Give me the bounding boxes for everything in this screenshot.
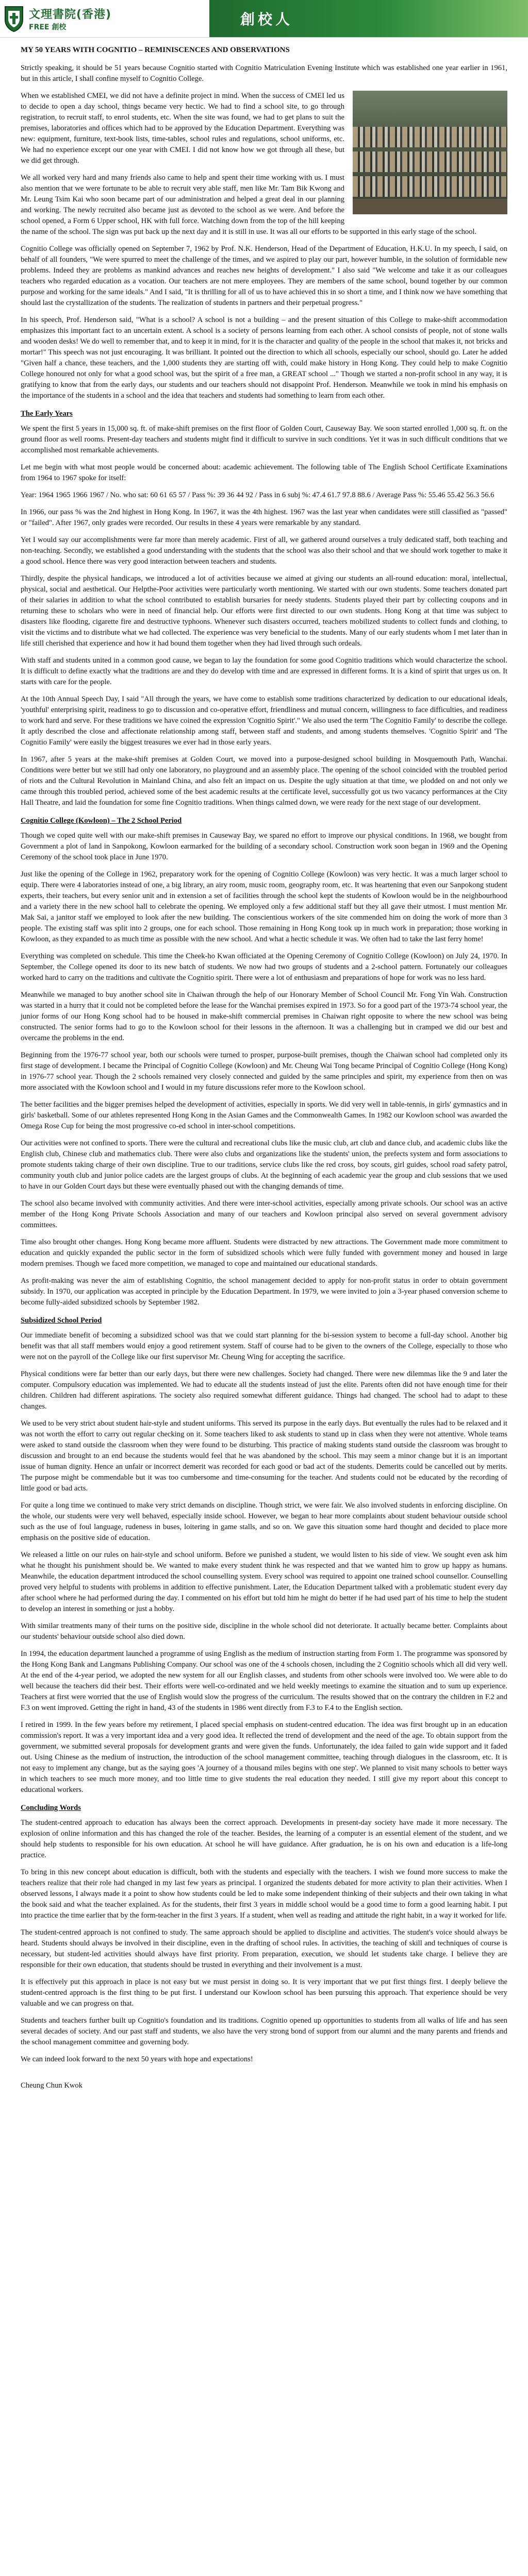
section-paragraph: Physical conditions were far better than our early days, but there were new challenges. Society had changed. There were new dilemmas like the 9 and later the computer. Compulsory education was implemented. We had to educate all the students instead of just the elite. Parents often did not have enough time for their children. Children had different aspirations. The society also required somewhat different guidance. Things had changed. The school had to adapt to these changes. (21, 1370, 507, 1411)
section-paragraph: Let me begin with what most people would be concerned about: academic achievement. The following table of The English School Certificate Examinations from 1964 to 1967 spoke for itself: (21, 463, 507, 482)
article-title: MY 50 YEARS WITH COGNITIO – REMINISCENCES AND OBSERVATIONS (21, 46, 290, 54)
intro-paragraph: We all worked very hard and many friends also came to help and spent their time working with us. I must also mention that we were fortunate to be able to recruit very able staff, men like Mr. Tam Bik Kwong and Mr. Leung Tsim Kai who soon became part of our administration and helped a great deal in our planning and working. The newly recruited also became just as devoted to the school as we were. And before the school opened, a Form 6 Upper school, HK with full force. Watching down from the top of the hill keeping the name of the school. The sign was put back up the next day and it is still in use. It was all our efforts to be supported in this early stage of the school. (21, 174, 477, 236)
historic-photo (353, 91, 507, 214)
section-paragraph: I retired in 1999. In the few years before my retirement, I placed special emphasis on student-centred education. The idea was first brought up in an education commission's report. It was a very important idea and a very good idea. It reflected the trend of development and the need of the age. To obtain support from the government, we submitted several proposals for development grants and were given the funds. Unfortunately, the idea failed to gain wide support and it faded out. Using Chinese as the medium of instruction, the introduction of the school management committee, teaching through dialogues in the classroom, etc. It is not easy to implement any change, but as the saying goes 'A journey of a thousand miles begins with one step'. We planned to visit many schools to better ways in which teachers to see much more money, and too little time to give students the real education they needed. I still give my report about this concept to educational workers. (21, 1721, 507, 1794)
section-paragraph: Thirdly, despite the physical handicaps, we introduced a lot of activities because we aimed at giving our students an all-round education: moral, intellectual, physical, social and aesthetical. Our Helpthe-Poor activities were particularly worth mentioning. We started with our own students. Some teachers donated part of their salaries in addition to what the school contributed to establish bursaries for needy students. Students played their part by collecting coupons and in returning these to scholars who were in need of financial help. Our efforts were first directed to our own students. Hong Kong at that time was subject to disasters like flooding, cigarette fire and destructive typhoons. Whenever such disasters occurred, teachers mobilized students to collect funds and clothing, to visit the victims and to distribute what we had collected. The experience was very beneficial to the students. Many of our early students whom I met later than in life still cherished that experience and how it had bound them together when they had lived through such ordeals. (21, 574, 507, 648)
page-header (0, 0, 528, 38)
section-paragraph: We can indeed look forward to the next 50 years with hope and expectations! (21, 2055, 253, 2063)
section-paragraph: We spent the first 5 years in 15,000 sq. ft. of make-shift premises on the first floor of Golden Court, Causeway Bay. We soon started enrolled 1,000 sq. ft. on the ground floor as well rooms. Present-day teachers and students might find it difficult to survive in such conditions. Yet it was in such difficult conditions that we accomplished most remarkable achievements. (21, 425, 507, 454)
section-paragraph: In 1994, the education department launched a programme of using English as the medium of instruction starting from Form 1. The programme was sponsored by the Hong Kong Bank and Langmans Publishing Company. Our school was one of the 4 schools chosen, including the 2 Cognitio schools which all did very well. At the end of the 4-year period, we adopted the new system for all our English classes, and students from other schools were involved too. We were able to do well because the teachers did their best. Their efforts were well-co-ordinated and we held weekly meetings to examine the situation and to sum up experience. Teachers at first were worried that the use of English would slow the progress of the curriculum. The results showed that on the contrary the children in F.2 and F.3 on went improved. Getting the right in hand, 43 of the students in 1986 went directly from F.3 to F.4 to the English section. (21, 1650, 507, 1712)
section-paragraph: As profit-making was never the aim of establishing Cognitio, the school management decided to apply for non-profit status in order to obtain government subsidy. In 1970, our application was accepted in principle by the Education Department. In 1979, we were invited to join a 3-year phased conversion scheme to become fully-aided subsidized schools by September 1982. (21, 1277, 507, 1307)
school-crest-icon (3, 5, 25, 32)
intro-paragraph: Strictly speaking, it should be 51 years because Cognitio started with Cognitio Matriculation Evening Institute which was established one year earlier in 1961, but in this article, I shall confine myself to Cognitio College. (21, 64, 507, 83)
section-paragraph: Just like the opening of the College in 1962, preparatory work for the opening of Cognitio College (Kowloon) was very hectic. It was a much larger school to equip. There were 4 laboratories instead of one, a big library, an airy room, music room, geography room, etc. It was heartening that even our Sanpokong student experts, their teachers, but every senior unit and in extension a set of facilities through the school kept the students of Kowloon would be in the neighbourhood and a variety there in the new school hall to celebrate the opening. We employed only a few additional staff but they all gave their utmost. I must mention Mr. Mak Sai, a janitor staff we employed to look after the new building. The conscientious workers of the site commended him on doing the work of more than 3 people. The existing staff was split into 2 groups, one for each school. Those remaining in Hong Kong took up in much work in preparation; those working in Kowloon, as they expanded to as much time as possible with the new school. And what a hectic schedule it was. We often had to take the last ferry home! (21, 870, 507, 943)
section-paragraph: Though we coped quite well with our make-shift premises in Causeway Bay, we spared no effort to improve our physical conditions. In 1968, we bought from Government a plot of land in Sanpokong, Kowloon earmarked for the building of a secondary school. Construction work soon began in 1969 and the Opening Ceremony of the school took place in June 1970. (21, 832, 507, 861)
section-paragraph: In 1966, our pass % was the 2nd highest in Hong Kong. In 1967, it was the 4th highest. 1967 was the last year when candidates were still classified as "passed" or "failed". After 1967, only grades were recorded. Our results in these 4 years were remarkable by any standard. (21, 508, 507, 527)
section-paragraph: With similar treatments many of their turns on the positive side, discipline in the whole school did not deteriorate. It actually became better. Complaints about our students' behaviour outside school also died down. (21, 1622, 507, 1641)
section-paragraph: At the 10th Annual Speech Day, I said "All through the years, we have come to establish some traditions characterized by dedication to our educational ideals, 'youthful' enterprising spirit, readiness to go to discussion and co-operative effort, friendliness and mutual concern, willingness to face difficulties, and readiness to work hard and serve. For these traditions we have coined the expression 'Cognitio Spirit'." We also used the term 'The Cognitio Family' to describe the college. It aptly described the close and affectionate relationship among staff, between staff and students, and among students themselves. 'Cognitio Spirit' and 'The Cognitio Family' were easily the biggest treasures we ever had in those early years. (21, 695, 507, 747)
section-paragraph: Our immediate benefit of becoming a subsidized school was that we could start planning for the bi-session system to become a full-day school. Another big benefit was that all staff members would enjoy a good retirement system. Staff of course had to be given to the owners of the College, especially to those who were not on the payroll of the College like our first supervisor Mr. Cheung Wing for accepting the sacrifice. (21, 1331, 507, 1361)
section-paragraph: We released a little on our rules on hair-style and school uniform. Before we punished a student, we would listen to his side of view. We sought even ask him what he thought his punishment should be. We wanted to make every student think he was respected and that we wanted him to grow up happy as humans. Meanwhile, the education department introduced the school counselling system. Every school was required to appoint one trained school counsellor. Counselling proved very helpful to students with problems in addition to effective punishment. Later, the Education Department talked with a problematic student every day after school where he had performed during the day. I commented on his effort but told him he might do better if he had used part of his time to help the student to develop an interest in something or just a hobby. (21, 1551, 507, 1613)
section-heading: Concluding Words (21, 1804, 81, 1812)
header-band (209, 0, 528, 37)
section-paragraph: The student-centred approach to education has always been the correct approach. Developments in present-day society have made it more necessary. The explosion of online information and this has changed the role of the teacher. Besides, the learning of a computer is an essential element of the student, and we should help students to responsible for his own education. At school he will have guidance. After graduation, he is on his own and education is a life-long practice. (21, 1819, 507, 1859)
section-paragraph: Yet I would say our accomplishments were far more than merely academic. First of all, we gathered around ourselves a truly dedicated staff, both teaching and non-teaching. Secondly, we established a good understanding with the students that the school was also their school and that we should work together to make it a good school. Hence there was very good interaction between teachers and students. (21, 536, 507, 566)
section-paragraph: Beginning from the 1976-77 school year, both our schools were turned to prosper, purpose-built premises, though the Chaiwan school had completed only its first stage of development. I became the Principal of Cognitio College (Kowloon) and Mr. Cheung Wai Tong became Principal of Cognitio College (Hong Kong) in 1976-77 school year. Though the 2 schools remained very closely connected and guided by the same principles and spirit, my experience from then on was more associated with the Kowloon school and I would in my future discussions refer more to the Kowloon school. (21, 1051, 507, 1092)
founding-year: FREE 創校 (29, 23, 67, 31)
section-paragraph: Everything was completed on schedule. This time the Cheek-ho Kwan officiated at the Opening Ceremony of Cognitio College (Kowloon) on July 24, 1970. In September, the College opened its door to its new batch of students. We now had two groups of students and a 2-school pattern. Fortunately our colleagues worked hard to carry on the traditions and cultivate the Cognitio spirit. There were a lot of enthusiasm and preparations of hope for work was no less hard. (21, 952, 507, 982)
section-heading: Cognitio College (Kowloon) – The 2 School Period (21, 817, 182, 825)
section-paragraph: With staff and students united in a common good cause, we began to lay the foundation for some good Cognitio traditions which would characterize the school. It is difficult to define exactly what the traditions are and they do develop with time and are expressed in different forms. It is a kind of spirit that urges us on. It starts with care for the people. (21, 656, 507, 686)
section-paragraph: We used to be very strict about student hair-style and student uniforms. This served its purpose in the early days. But eventually the rules had to be relaxed and it was not worth the effort to carry out regular checking on it. Some teachers liked to ask students to stand up in class when they were not attentive. Whole teams were asked to stand outside the classroom when they were found to be disturbing. This practice of making students stand outside the classroom was brought to discussion and brought to an end because the students would feel that he was abandoned by the school. This may seem a minor change but it is an important issue of human dignity. Hence an unfair or incorrect demerit was recorded for each good or bad act of the students. Demerits could be cancelled out by merits. The purpose might be commendable but it was too cumbersome and time-consuming for the teacher. And students could not be educated by the recording of little good or bad acts. (21, 1419, 507, 1493)
section-paragraph: For quite a long time we continued to make very strict demands on discipline. Though strict, we were fair. We also involved students in enforcing discipline. On the whole, our students were very well behaved, especially inside school. However, we began to hear more complaints about student behaviour outside school such as the use of foul language, rudeness in buses, loitering in game stalls, and so on. We gave this situation some hard thought and decided to place more emphasis on the positive side of education. (21, 1501, 507, 1542)
section-paragraph: Time also brought other changes. Hong Kong became more affluent. Students were distracted by new attractions. The Government made more commitment to education and quickly expanded the public sector in the form of subsidized schools which were fully funded with government money and housed in large modern premises. Though we faced more competition, we managed to cope and maintained our educational standards. (21, 1238, 507, 1268)
school-logo-block (0, 0, 209, 37)
section-paragraph: Our activities were not confined to sports. There were the cultural and recreational clubs like the music club, art club and dance club, and academic clubs like the English club, Chinese club and mathematics club. There were also clubs and organizations like the students' union, the prefects system and form associations to promote students taking charge of their own discipline. True to our traditions, service clubs like the red cross, boy scouts, girl guides, school road safety patrol, community youth club and junior police cadets are the largest groups of clubs. At the beginning of each academic year the group and club sessions that we used to have in our Golden Court days but these were eventually phased out with the changing demands of time. (21, 1139, 507, 1191)
section-paragraph: The student-centred approach is not confined to study. The same approach should be applied to discipline and activities. The student's voice should always be heard. Students should always be involved in their discipline, even in the drafting of school rules. In activities, the teaching of skill and techniques of course is necessary, but student-led activities should always have first priority. From preparation, execution, we should let students take charge. I believe they are responsible for their own education, that students should be trusted in everything and their involvement is a must. (21, 1928, 507, 1969)
intro-paragraph: In his speech, Prof. Henderson said, "What is a school? A school is not a building – and the present situation of this College to make-shift accommodation emphasizes this important fact to an uncertain extent. A school is a society of persons learning from each other. A school consists of people, not of stone walls and wooden desks! We do well to remember that, and to keep it in mind, for it is the character and quality of the people in the school that makes it, not bricks and mortar!" This speech was not just encouraging. It was brilliant. It pointed out the direction to which all schools, especially our school, should go. Later he added "Given half a chance, these teachers, and the 1,000 students they are starting off with, could make history in Hong Kong. They could help to make Cognitio College honoured not only for what a good school was, but the spirit of a free man, a GREAT school ..." Though we started a non-profit school in any way, it is gratifying to know that from the early days, our students and our teachers should not disappoint Prof. Henderson. Meanwhile we took in mind his emphasis on the importance of the students in a school and the idea that teachers and students had something to learn from each other. (21, 316, 507, 400)
section-paragraph: Meanwhile we managed to buy another school site in Chaiwan through the help of our Honorary Member of School Council Mr. Fong Yin Wah. Construction was started in a hurry that it could not be completed before the lease for the Wanchai premises expired in 1973. So for a good part of the 1973-74 school year, the junior forms of our Hong Kong school had to be housed in make-shift commercial premises in Chaiwan right opposite to where the new school was being constructed. The senior forms had to go to the Kowloon school for their lessons in the afternoon. It was a challenging but in cramped we did our best and overcame the problems in the end. (21, 991, 507, 1042)
section-paragraph: In 1967, after 5 years at the make-shift premises at Golden Court, we moved into a purpose-designed school building in Mosquemouth Path, Wanchai. Conditions were better but we still had only one laboratory, no playground and an assembly place. The opening of the school coincided with the troubled period of riots and the Cultural Revolution in Mainland China, and also felt an impact on us. Despite the ugly situation at that time, we plodded on and not only we came through this troubled period, achieved some of the best academic results at the certificate level, successfully got us two vacancy performances at the City Hall Theatre, and laid the foundation for some fine Cognitio traditions. When things calmed down, we were ready for the next stage of our development. (21, 755, 507, 807)
section-heading: Subsidized School Period (21, 1316, 102, 1325)
section-paragraph: The school also became involved with community activities. And there were inter-school activities, especially among private schools. Our school was an active member of the Hong Kong Private Schools Association and many of our teachers and Kowloon principal also served on several government advisory committees. (21, 1199, 507, 1229)
intro-paragraph: When we established CMEI, we did not have a definite project in mind. When the success of CMEI led us to decide to open a day school, things became very hectic. We had to find a school site, to go through registration, to recruit staff, to enrol students, etc. When the site was found, we had to get plans to suit the premises, laboratories and offices which had to be approved by the Education Department. Everything was new: equipment, furniture, text-book lists, time-tables, school rules and regulations, school uniforms, etc. We had no experience except our one year with CMEI. I did not know how we got through all these, but we did get through. (21, 92, 344, 165)
section-title: 創校人 (240, 11, 293, 28)
intro-paragraph: Cognitio College was officially opened on September 7, 1962 by Prof. N.K. Henderson, Head of the Department of Education, H.K.U. In my speech, I said, on behalf of all founders, "We were spurred to meet the challenge of the times, and we aspired to play our part, however humble, in the solution of formidable new problems. Indeed they are problems as mankind advances and reaches new heights of development." I also said "We welcome and take it as our colleagues teachers who regarded education as a vocation. Our teachers are not mere employees. They are members of the same school, bound together by our common purpose and working for the same ideals." And I said, "It is thrilling for all of us to have achieved this in so short a time, and I think now we have something that should last the crystallization of the students. The realization of students in partners and their perpetual progress." (21, 245, 507, 307)
school-name-cn: 文理書院(香港) (29, 8, 112, 21)
section-paragraph: To bring in this new concept about education is difficult, both with the students and especially with the teachers. I wish we found more success to make the teachers realize that their role had changed in my last few years as principal. I organized the students debated for more activity to plan their activities. When I observed lessons, I always made it a point to show how students could be led to make some independent thinking of their subjects and their own taking in what the book said and what the teacher explained. As for the students, their first 3 years in middle school would be a good time to form a good learning habit. I put into practice the time earlier that by the form-teacher in the first 3 years. If a student, when well as reading and attitude the right habit, in a way it worked for life. (21, 1868, 507, 1920)
article-body (0, 38, 528, 2091)
section-paragraph: The better facilities and the bigger premises helped the development of activities, especially in sports. We did very well in table-tennis, in girls' gymnastics and in girls' basketball. Some of our athletes represented Hong Kong in the Asian Games and the Commonwealth Games. In 1982 our Kowloon school was awarded the Omega Rose Cup for being the most progressive co-ed school in inter-school competitions. (21, 1100, 507, 1130)
author-signature: Cheung Chun Kwok (21, 2081, 82, 2090)
section-paragraph: Students and teachers further built up Cognitio's foundation and its traditions. Cognitio opened up opportunities to students from all walks of life and has seen several decades of society. And our past staff and students, we also have the very strong bond of support from our alumni and the many parents and friends and the school management committee and governing body. (21, 2016, 507, 2046)
section-heading: The Early Years (21, 410, 73, 418)
section-paragraph: Year: 1964 1965 1966 1967 / No. who sat: 60 61 65 57 / Pass %: 39 36 44 92 / Pass in 6 subj %: 47.4 61.7 97.8 88.6 / Average Pass %: 55.46 55.42 56.3 56.6 (21, 491, 494, 499)
section-paragraph: It is effectively put this approach in place is not easy but we must persist in doing so. It is very important that we put first things first. I deeply believe the student-centred approach is the first thing to be put first. I understand our Kowloon school has been pursuing this approach. That experience should be very valuable and we can progress on that. (21, 1978, 507, 2008)
